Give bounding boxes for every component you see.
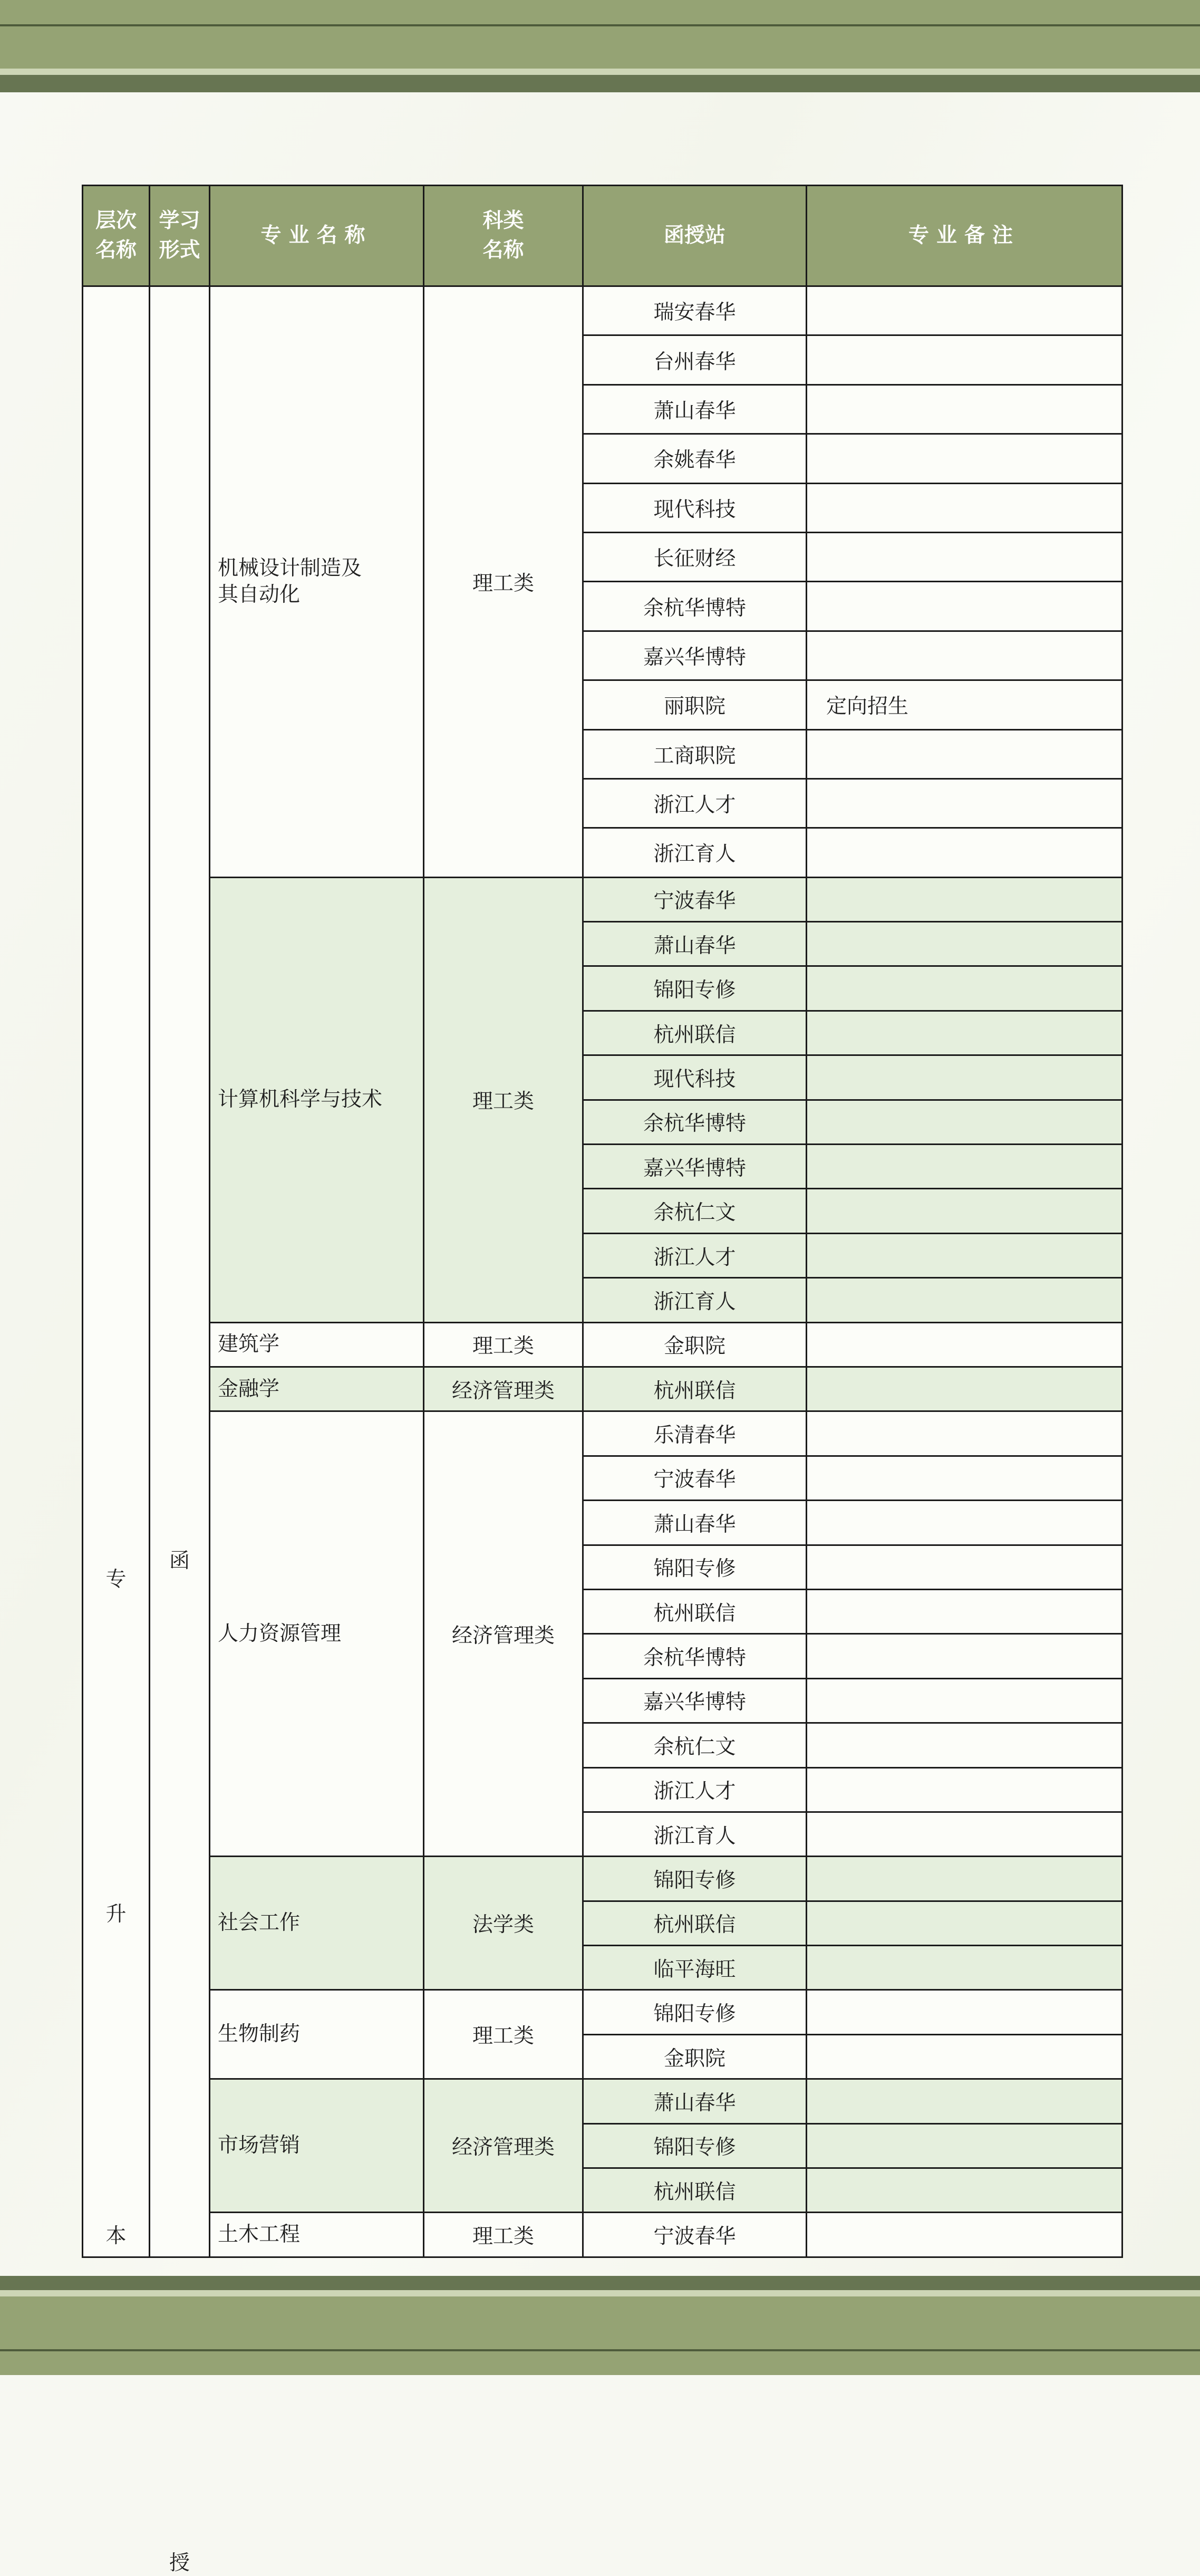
station-cell: 丽职院 — [583, 680, 807, 729]
station-cell: 余杭华博特 — [583, 1634, 807, 1678]
remark-cell — [807, 1723, 1122, 1767]
level-char: 专 — [105, 1567, 127, 1591]
station-cell: 萧山春华 — [583, 922, 807, 966]
station-cell: 杭州联信 — [583, 2168, 807, 2213]
station-cell: 浙江育人 — [583, 1278, 807, 1322]
table-row — [83, 1411, 1122, 1456]
remark-cell — [807, 1812, 1122, 1856]
header-major: 专业名称 — [210, 186, 424, 286]
remark-cell — [807, 582, 1122, 631]
category-cell: 理工类 — [424, 2213, 583, 2257]
top-band-light — [0, 69, 1200, 75]
bottom-band-main — [0, 2296, 1200, 2349]
category-cell: 理工类 — [424, 1990, 583, 2079]
station-cell: 长征财经 — [583, 532, 807, 581]
station-cell: 乐清春华 — [583, 1411, 807, 1456]
station-cell: 嘉兴华博特 — [583, 631, 807, 680]
remark-cell — [807, 1501, 1122, 1545]
major-name-cell: 建筑学 — [210, 1322, 424, 1367]
remark-cell — [807, 1278, 1122, 1322]
remark-cell — [807, 778, 1122, 828]
major-name-cell: 土木工程 — [210, 2213, 424, 2257]
station-cell: 宁波春华 — [583, 877, 807, 921]
remark-cell — [807, 532, 1122, 581]
station-cell: 锦阳专修 — [583, 1857, 807, 1901]
category-cell: 理工类 — [424, 286, 583, 878]
major-table — [82, 185, 1123, 2575]
remark-cell — [807, 1678, 1122, 1723]
category-cell: 法学类 — [424, 1857, 583, 1990]
remark-cell — [807, 1990, 1122, 2034]
remark-cell — [807, 1634, 1122, 1678]
station-cell: 萧山春华 — [583, 2079, 807, 2123]
station-cell: 余杭华博特 — [583, 582, 807, 631]
table-row — [83, 2213, 1122, 2257]
remark-cell — [807, 1145, 1122, 1189]
header-level: 层次 名称 — [83, 186, 150, 286]
station-cell: 现代科技 — [583, 1055, 807, 1100]
remark-cell — [807, 966, 1122, 1011]
table-row — [83, 1857, 1122, 1901]
mode-char: 授 — [169, 2551, 190, 2575]
header-mode: 学习 形式 — [150, 186, 210, 286]
station-cell: 嘉兴华博特 — [583, 1145, 807, 1189]
major-name-cell: 市场营销 — [210, 2079, 424, 2213]
major-name-cell: 社会工作 — [210, 1857, 424, 1990]
header-station: 函授站 — [583, 186, 807, 286]
station-cell: 杭州联信 — [583, 1011, 807, 1055]
category-cell: 经济管理类 — [424, 1367, 583, 1411]
table-row — [83, 286, 1122, 335]
station-cell: 余杭华博特 — [583, 1100, 807, 1144]
remark-cell — [807, 922, 1122, 966]
header-category: 科类 名称 — [424, 186, 583, 286]
remark-cell — [807, 1189, 1122, 1233]
station-cell: 宁波春华 — [583, 2213, 807, 2257]
station-cell: 锦阳专修 — [583, 966, 807, 1011]
major-name-cell: 生物制药 — [210, 1990, 424, 2079]
bottom-band-outer — [0, 2351, 1200, 2375]
station-cell: 余姚春华 — [583, 434, 807, 483]
remark-cell — [807, 483, 1122, 532]
top-band-outer — [0, 0, 1200, 25]
table-row — [83, 1367, 1122, 1411]
station-cell: 工商职院 — [583, 729, 807, 778]
station-cell: 浙江人才 — [583, 1767, 807, 1812]
station-cell: 杭州联信 — [583, 1367, 807, 1411]
station-cell: 临平海旺 — [583, 1946, 807, 1990]
remark-cell — [807, 877, 1122, 921]
remark-cell — [807, 2123, 1122, 2168]
remark-cell — [807, 1055, 1122, 1100]
remark-cell — [807, 1901, 1122, 1945]
station-cell: 浙江育人 — [583, 1812, 807, 1856]
remark-cell — [807, 1946, 1122, 1990]
station-cell: 余杭仁文 — [583, 1189, 807, 1233]
station-cell: 萧山春华 — [583, 385, 807, 434]
top-band-bottom — [0, 75, 1200, 92]
remark-cell: 定向招生 — [807, 680, 1122, 729]
major-name-cell: 计算机科学与技术 — [210, 877, 424, 1322]
station-cell: 萧山春华 — [583, 1501, 807, 1545]
remark-cell — [807, 385, 1122, 434]
remark-cell — [807, 1011, 1122, 1055]
bottom-band-top — [0, 2276, 1200, 2290]
remark-cell — [807, 1233, 1122, 1277]
major-name-cell: 金融学 — [210, 1367, 424, 1411]
remark-cell — [807, 1767, 1122, 1812]
remark-cell — [807, 2168, 1122, 2213]
top-band-main — [0, 26, 1200, 69]
station-cell: 杭州联信 — [583, 1901, 807, 1945]
station-cell: 浙江育人 — [583, 828, 807, 877]
remark-cell — [807, 1367, 1122, 1411]
header-remark: 专业备注 — [807, 186, 1122, 286]
station-cell: 锦阳专修 — [583, 1545, 807, 1589]
remark-cell — [807, 1322, 1122, 1367]
category-cell: 理工类 — [424, 877, 583, 1322]
remark-cell — [807, 1100, 1122, 1144]
station-cell: 锦阳专修 — [583, 1990, 807, 2034]
station-cell: 现代科技 — [583, 483, 807, 532]
table-row — [83, 877, 1122, 921]
remark-cell — [807, 286, 1122, 335]
category-cell: 经济管理类 — [424, 2079, 583, 2213]
remark-cell — [807, 828, 1122, 877]
station-cell: 锦阳专修 — [583, 2123, 807, 2168]
mode-char: 函 — [169, 1549, 190, 1573]
remark-cell — [807, 631, 1122, 680]
remark-cell — [807, 2034, 1122, 2079]
station-cell: 杭州联信 — [583, 1589, 807, 1633]
major-name-cell: 人力资源管理 — [210, 1411, 424, 1857]
station-cell: 瑞安春华 — [583, 286, 807, 335]
station-cell: 台州春华 — [583, 335, 807, 385]
table-row — [83, 1322, 1122, 1367]
station-cell: 金职院 — [583, 1322, 807, 1367]
bottom-band-light — [0, 2290, 1200, 2296]
remark-cell — [807, 2079, 1122, 2123]
station-cell: 金职院 — [583, 2034, 807, 2079]
category-cell: 理工类 — [424, 1322, 583, 1367]
station-cell: 嘉兴华博特 — [583, 1678, 807, 1723]
level-cell — [83, 286, 150, 2257]
remark-cell — [807, 1411, 1122, 1456]
remark-cell — [807, 1545, 1122, 1589]
level-char: 本 — [105, 2224, 127, 2248]
table-row — [83, 1990, 1122, 2034]
remark-cell — [807, 1857, 1122, 1901]
station-cell: 浙江人才 — [583, 778, 807, 828]
table-body — [83, 286, 1122, 2575]
table-header-row — [83, 186, 1122, 286]
station-cell: 浙江人才 — [583, 1233, 807, 1277]
station-cell: 宁波春华 — [583, 1456, 807, 1500]
table-row — [83, 2079, 1122, 2123]
remark-cell — [807, 1456, 1122, 1500]
level-char: 升 — [105, 1902, 127, 1926]
remark-cell — [807, 729, 1122, 778]
remark-cell — [807, 335, 1122, 385]
remark-cell — [807, 1589, 1122, 1633]
remark-cell — [807, 2213, 1122, 2257]
mode-cell — [150, 286, 210, 2575]
major-name-cell: 机械设计制造及其自动化 — [210, 286, 424, 878]
remark-cell — [807, 434, 1122, 483]
category-cell: 经济管理类 — [424, 1411, 583, 1857]
station-cell: 余杭仁文 — [583, 1723, 807, 1767]
